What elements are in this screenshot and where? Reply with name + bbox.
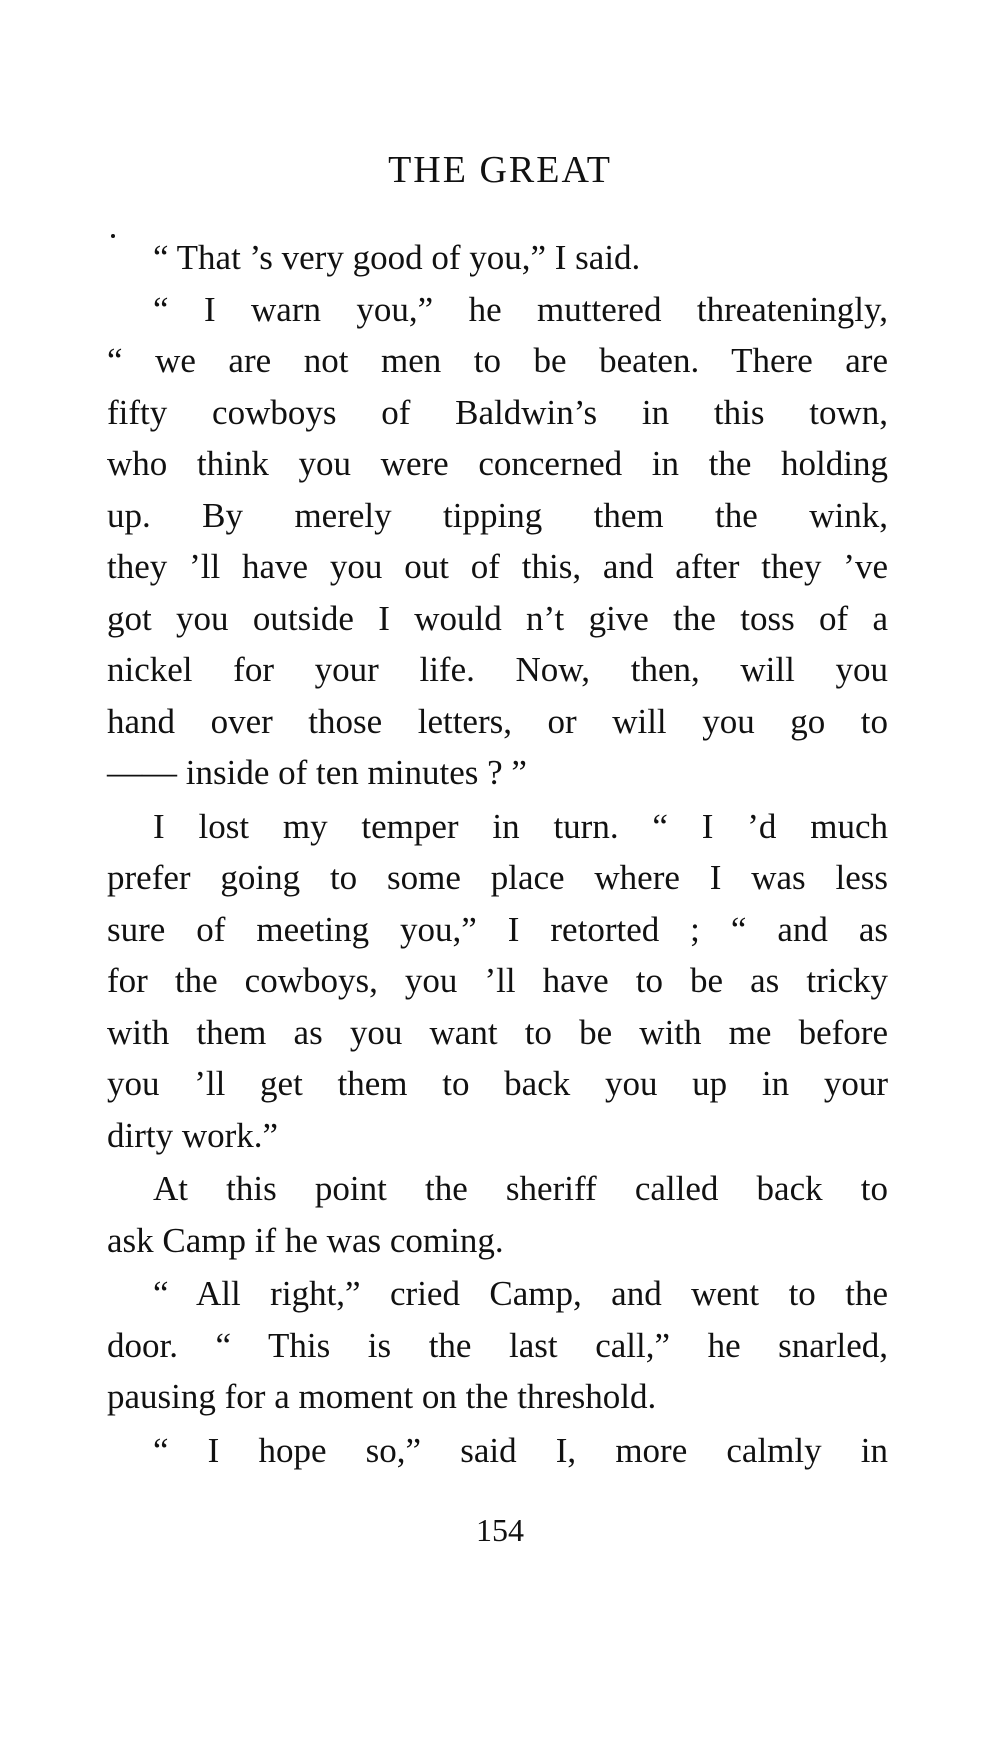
text-line: who think you were concerned in the holding [107,444,888,483]
text-line: “ All right,” cried Camp, and went to the [153,1274,888,1313]
body-text [107,232,888,1476]
text-line: “ we are not men to be beaten. There are [107,341,888,380]
text-line: up. By merely tipping them the wink, [107,495,888,535]
text-line: “ I hope so,” said I, more calmly in [153,1430,888,1470]
text-line: with them as you want to be with me before [107,1012,888,1052]
text-line: “ That ’s very good of you,” I said. [153,238,641,277]
text-line: ask Camp if he was coming. [107,1220,504,1260]
text-line: they ’ll have you out of this, and after they ’ve [107,547,888,586]
text-line: you ’ll get them to back you up in your [107,1064,888,1103]
text-line: dirty work.” [107,1115,279,1155]
text-line: hand over those letters, or will you go to [107,701,888,741]
text-line: I lost my temper in turn. “ I ’d much [153,806,888,846]
text-line: sure of meeting you,” I retorted ; “ and as [107,909,888,949]
running-head: THE GREAT [388,149,612,191]
text-line: —— inside of ten minutes ? ” [107,753,527,792]
text-line: door. “ This is the last call,” he snarled, [107,1325,888,1365]
text-line: “ I warn you,” he muttered threateningly, [153,289,888,329]
text-line: got you outside I would n’t give the toss of a [107,598,888,638]
text-line: prefer going to some place where I was less [107,858,888,897]
text-line: At this point the sheriff called back to [153,1169,888,1208]
page-number: 154 [476,1512,524,1548]
text-line: fifty cowboys of Baldwin’s in this town, [107,392,888,432]
text-line: for the cowboys, you ’ll have to be as tricky [107,961,888,1000]
text-line: nickel for your life. Now, then, will you [107,650,888,689]
text-line: pausing for a moment on the threshold. [107,1377,657,1416]
